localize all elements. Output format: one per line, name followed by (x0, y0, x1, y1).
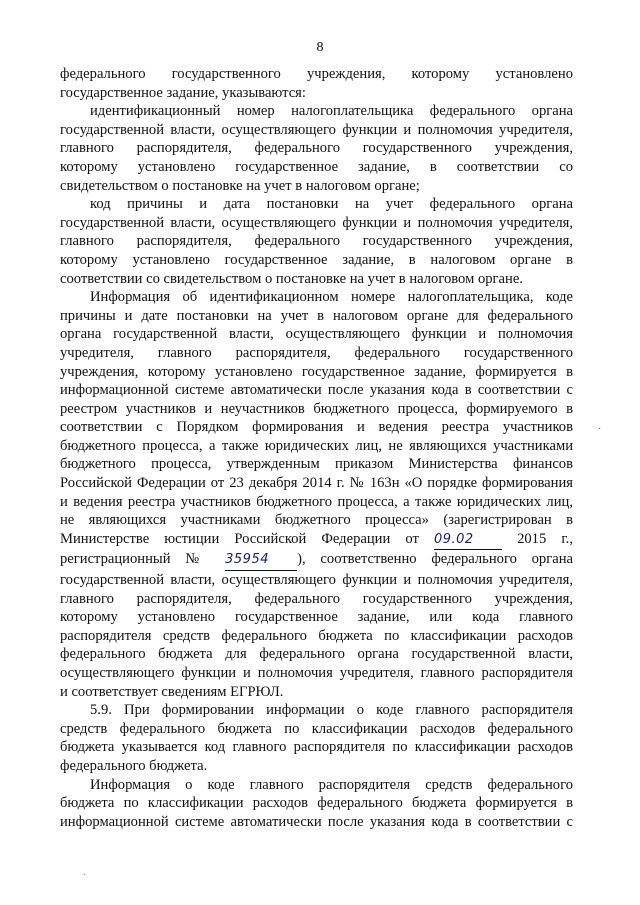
text-line: свидетельством о постановке на учет в налоговом органе; (60, 177, 420, 194)
text-line: информационной системе автоматически после указания кода в соответствии с (60, 382, 573, 399)
text-line: Информация об идентификационном номере налогоплательщика, коде (90, 289, 573, 306)
registration-date-line (60, 530, 573, 551)
text-line: федерального бюджета для федерального органа государственной власти, (60, 646, 573, 663)
text-line: не являющихся участниками бюджетного процесса» (зарегистрирован в (60, 512, 573, 529)
text-line: главного распорядителя, федерального государственного учреждения, (60, 590, 573, 607)
text-line: которому установлено государственное задание, в соответствии со (60, 158, 573, 175)
text-line: учреждения, которому установлено государственное задание, формируется в (60, 363, 573, 380)
registration-number-line (60, 550, 573, 571)
text-line: главного распорядителя, федерального государственного учреждения, (60, 233, 573, 250)
text-line: осуществляющего функции и полномочия учредителя, главного распорядителя (60, 665, 573, 681)
text-line: 5.9. При формировании информации о коде главного распорядителя (90, 702, 573, 719)
text-line: и соответствует сведениям ЕГРЮЛ. (60, 683, 284, 700)
text-fragment: ), соответственно федерального органа (297, 551, 573, 568)
text-line: государственной власти, осуществляющего функции и полномочия учредителя, (60, 214, 573, 231)
text-line: государственной власти, осуществляющего функции и полномочия учредителя, (60, 121, 573, 138)
document-body (60, 65, 573, 831)
text-line: государственное задание, указываются: (60, 84, 306, 101)
text-line: Российской Федерации от 23 декабря 2014 г. № 163н «О порядке формирования (60, 475, 573, 492)
text-fragment: Министерстве юстиции Российской Федерации от (60, 530, 419, 547)
handwritten-registration-date: 09.02 (434, 531, 502, 551)
text-line: органа государственной власти, осуществляющего функции и полномочия (60, 326, 573, 343)
text-line: федерального бюджета. (60, 757, 208, 774)
text-line: соответствии со свидетельством о постановке на учет в налоговом органе. (60, 270, 523, 287)
text-line: бюджетного процесса, а также юридических лиц, не являющихся участниками (60, 437, 573, 454)
text-line: которому установлено государственное задание, в налоговом органе в (60, 251, 573, 268)
text-line: распорядителя средств федерального бюджета по классификации расходов (60, 627, 573, 644)
text-line: идентификационный номер налогоплательщика федерального органа (90, 103, 573, 120)
page-number: 8 (316, 40, 324, 55)
text-fragment: 2015 г., (517, 530, 573, 547)
text-line: бюджета указывается код главного распорядителя по классификации расходов (60, 739, 573, 756)
text-line: информационной системе автоматически после указания кода в соответствии с (60, 813, 573, 830)
text-line: которому установлено государственное задание, или кода главного (60, 609, 573, 626)
text-line: учредителя, главного распорядителя, федерального государственного (60, 344, 573, 361)
handwritten-registration-number: 35954 (225, 551, 297, 571)
text-line: причины и дате постановки на учет в налоговом органе для федерального (60, 307, 573, 324)
text-line: Информация о коде главного распорядителя средств федерального (90, 776, 573, 793)
text-line: бюджета по классификации расходов федерального бюджета формируется в (60, 795, 573, 812)
text-line: реестром участников и неучастников бюджетного процесса, формируемого в (60, 400, 573, 417)
text-fragment: регистрационный № (60, 551, 211, 568)
text-line: главного распорядителя, федерального государственного учреждения, (60, 140, 573, 157)
text-line: соответствии с Порядком формирования и ведения реестра участников (60, 419, 573, 436)
text-line: средств федерального бюджета по классификации расходов федерального (60, 720, 573, 737)
text-line: код причины и дата постановки на учет федерального органа (90, 196, 573, 213)
text-line: и ведения реестра участников бюджетного процесса, а также юридических лиц, (60, 493, 573, 510)
text-line: федерального государственного учреждения, которому установлено (60, 66, 573, 82)
scan-speck: · (83, 870, 87, 881)
text-line: государственной власти, осуществляющего функции и полномочия учредителя, (60, 572, 573, 589)
text-line: бюджетного процесса, утвержденным приказом Министерства финансов (60, 456, 573, 473)
scan-speck: · (598, 424, 602, 435)
